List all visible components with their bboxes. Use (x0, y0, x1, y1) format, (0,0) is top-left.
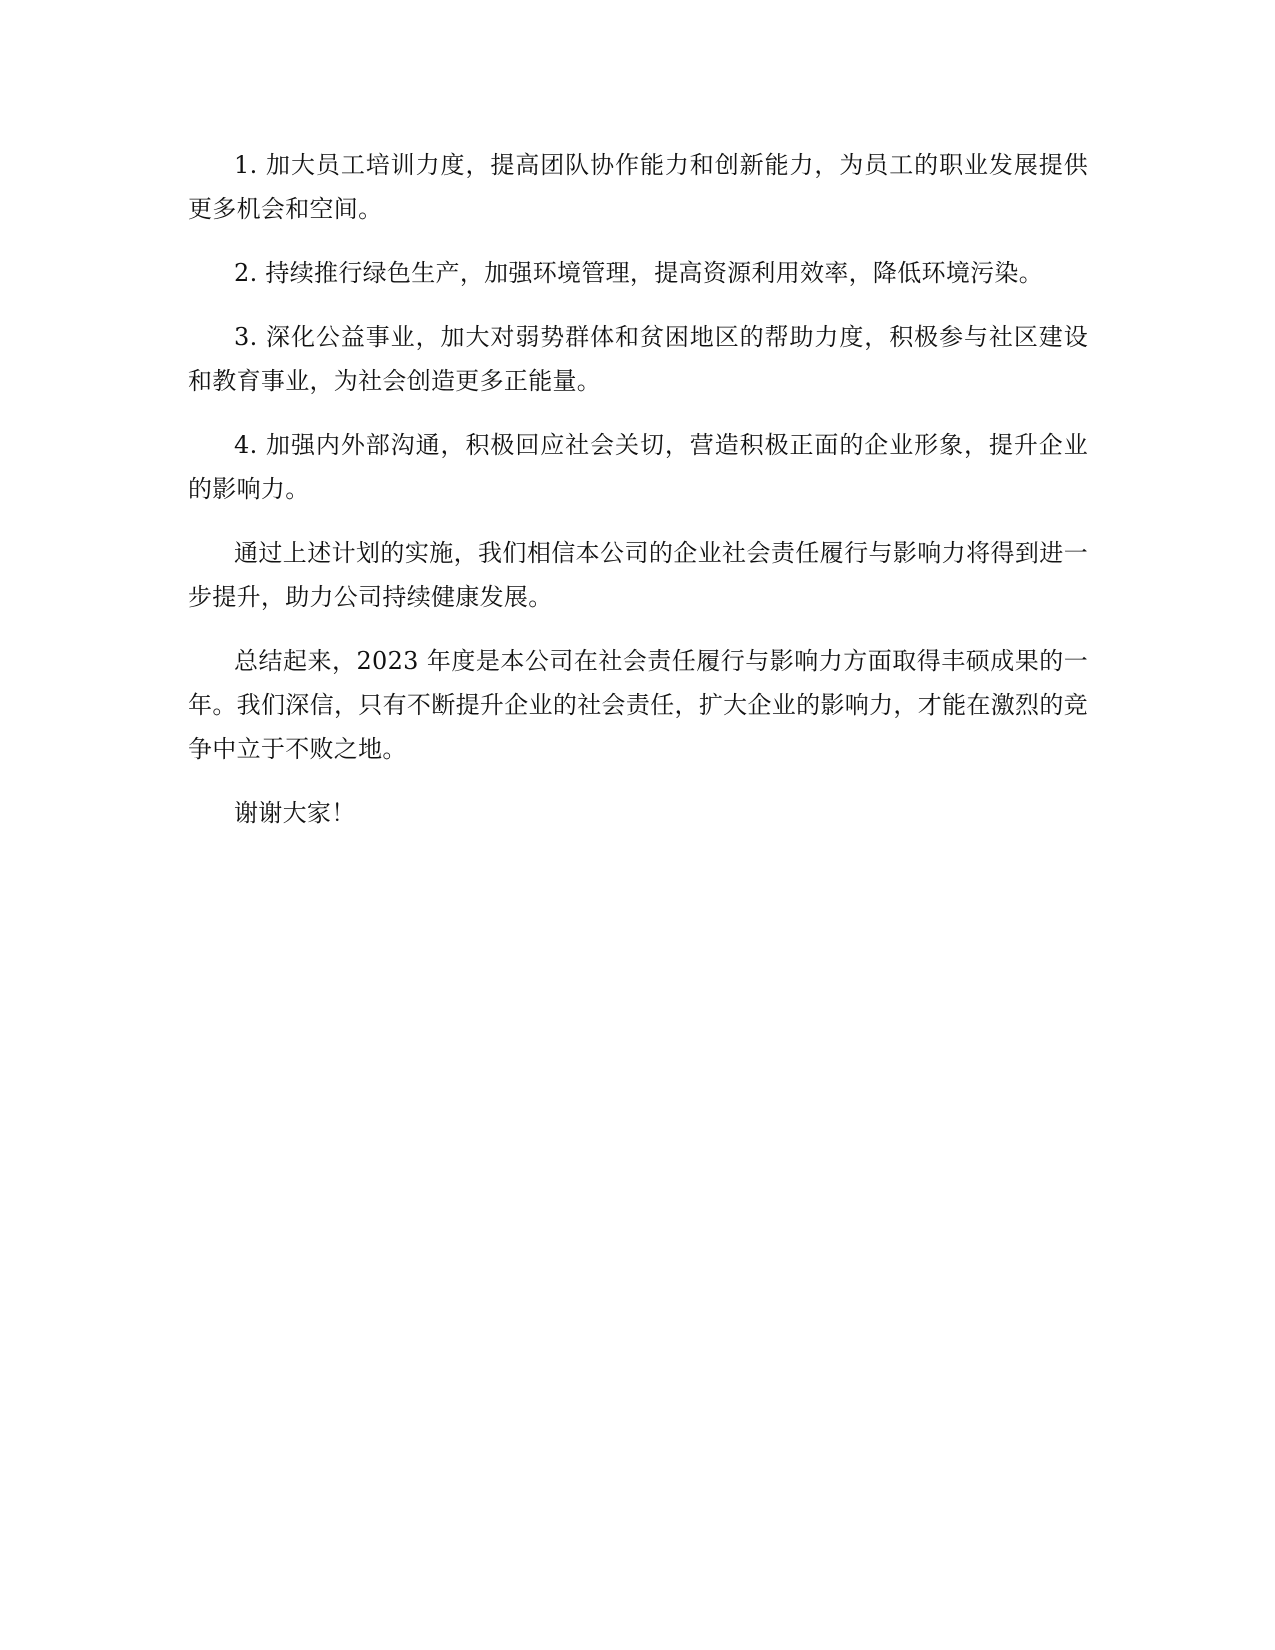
closing-thanks: 谢谢大家！ (234, 799, 356, 827)
document-body (188, 143, 1088, 835)
summary-paragraph: 总结起来，2023 年度是本公司在社会责任履行与影响力方面取得丰硕成果的一年。我们深信，只有不断提升企业的社会责任，扩大企业的影响力，才能在激烈的竞争中立于不败之地。 (188, 647, 1088, 763)
plan-item-1: 1. 加大员工培训力度，提高团队协作能力和创新能力，为员工的职业发展提供更多机会和空间。 (188, 151, 1088, 223)
plan-item-2: 2. 持续推行绿色生产，加强环境管理，提高资源利用效率，降低环境污染。 (234, 259, 1044, 287)
plan-item-3: 3. 深化公益事业，加大对弱势群体和贫困地区的帮助力度，积极参与社区建设和教育事业，为社会创造更多正能量。 (188, 323, 1088, 395)
outlook-paragraph: 通过上述计划的实施，我们相信本公司的企业社会责任履行与影响力将得到进一步提升，助力公司持续健康发展。 (188, 539, 1088, 611)
plan-item-4: 4. 加强内外部沟通，积极回应社会关切，营造积极正面的企业形象，提升企业的影响力。 (188, 431, 1088, 503)
